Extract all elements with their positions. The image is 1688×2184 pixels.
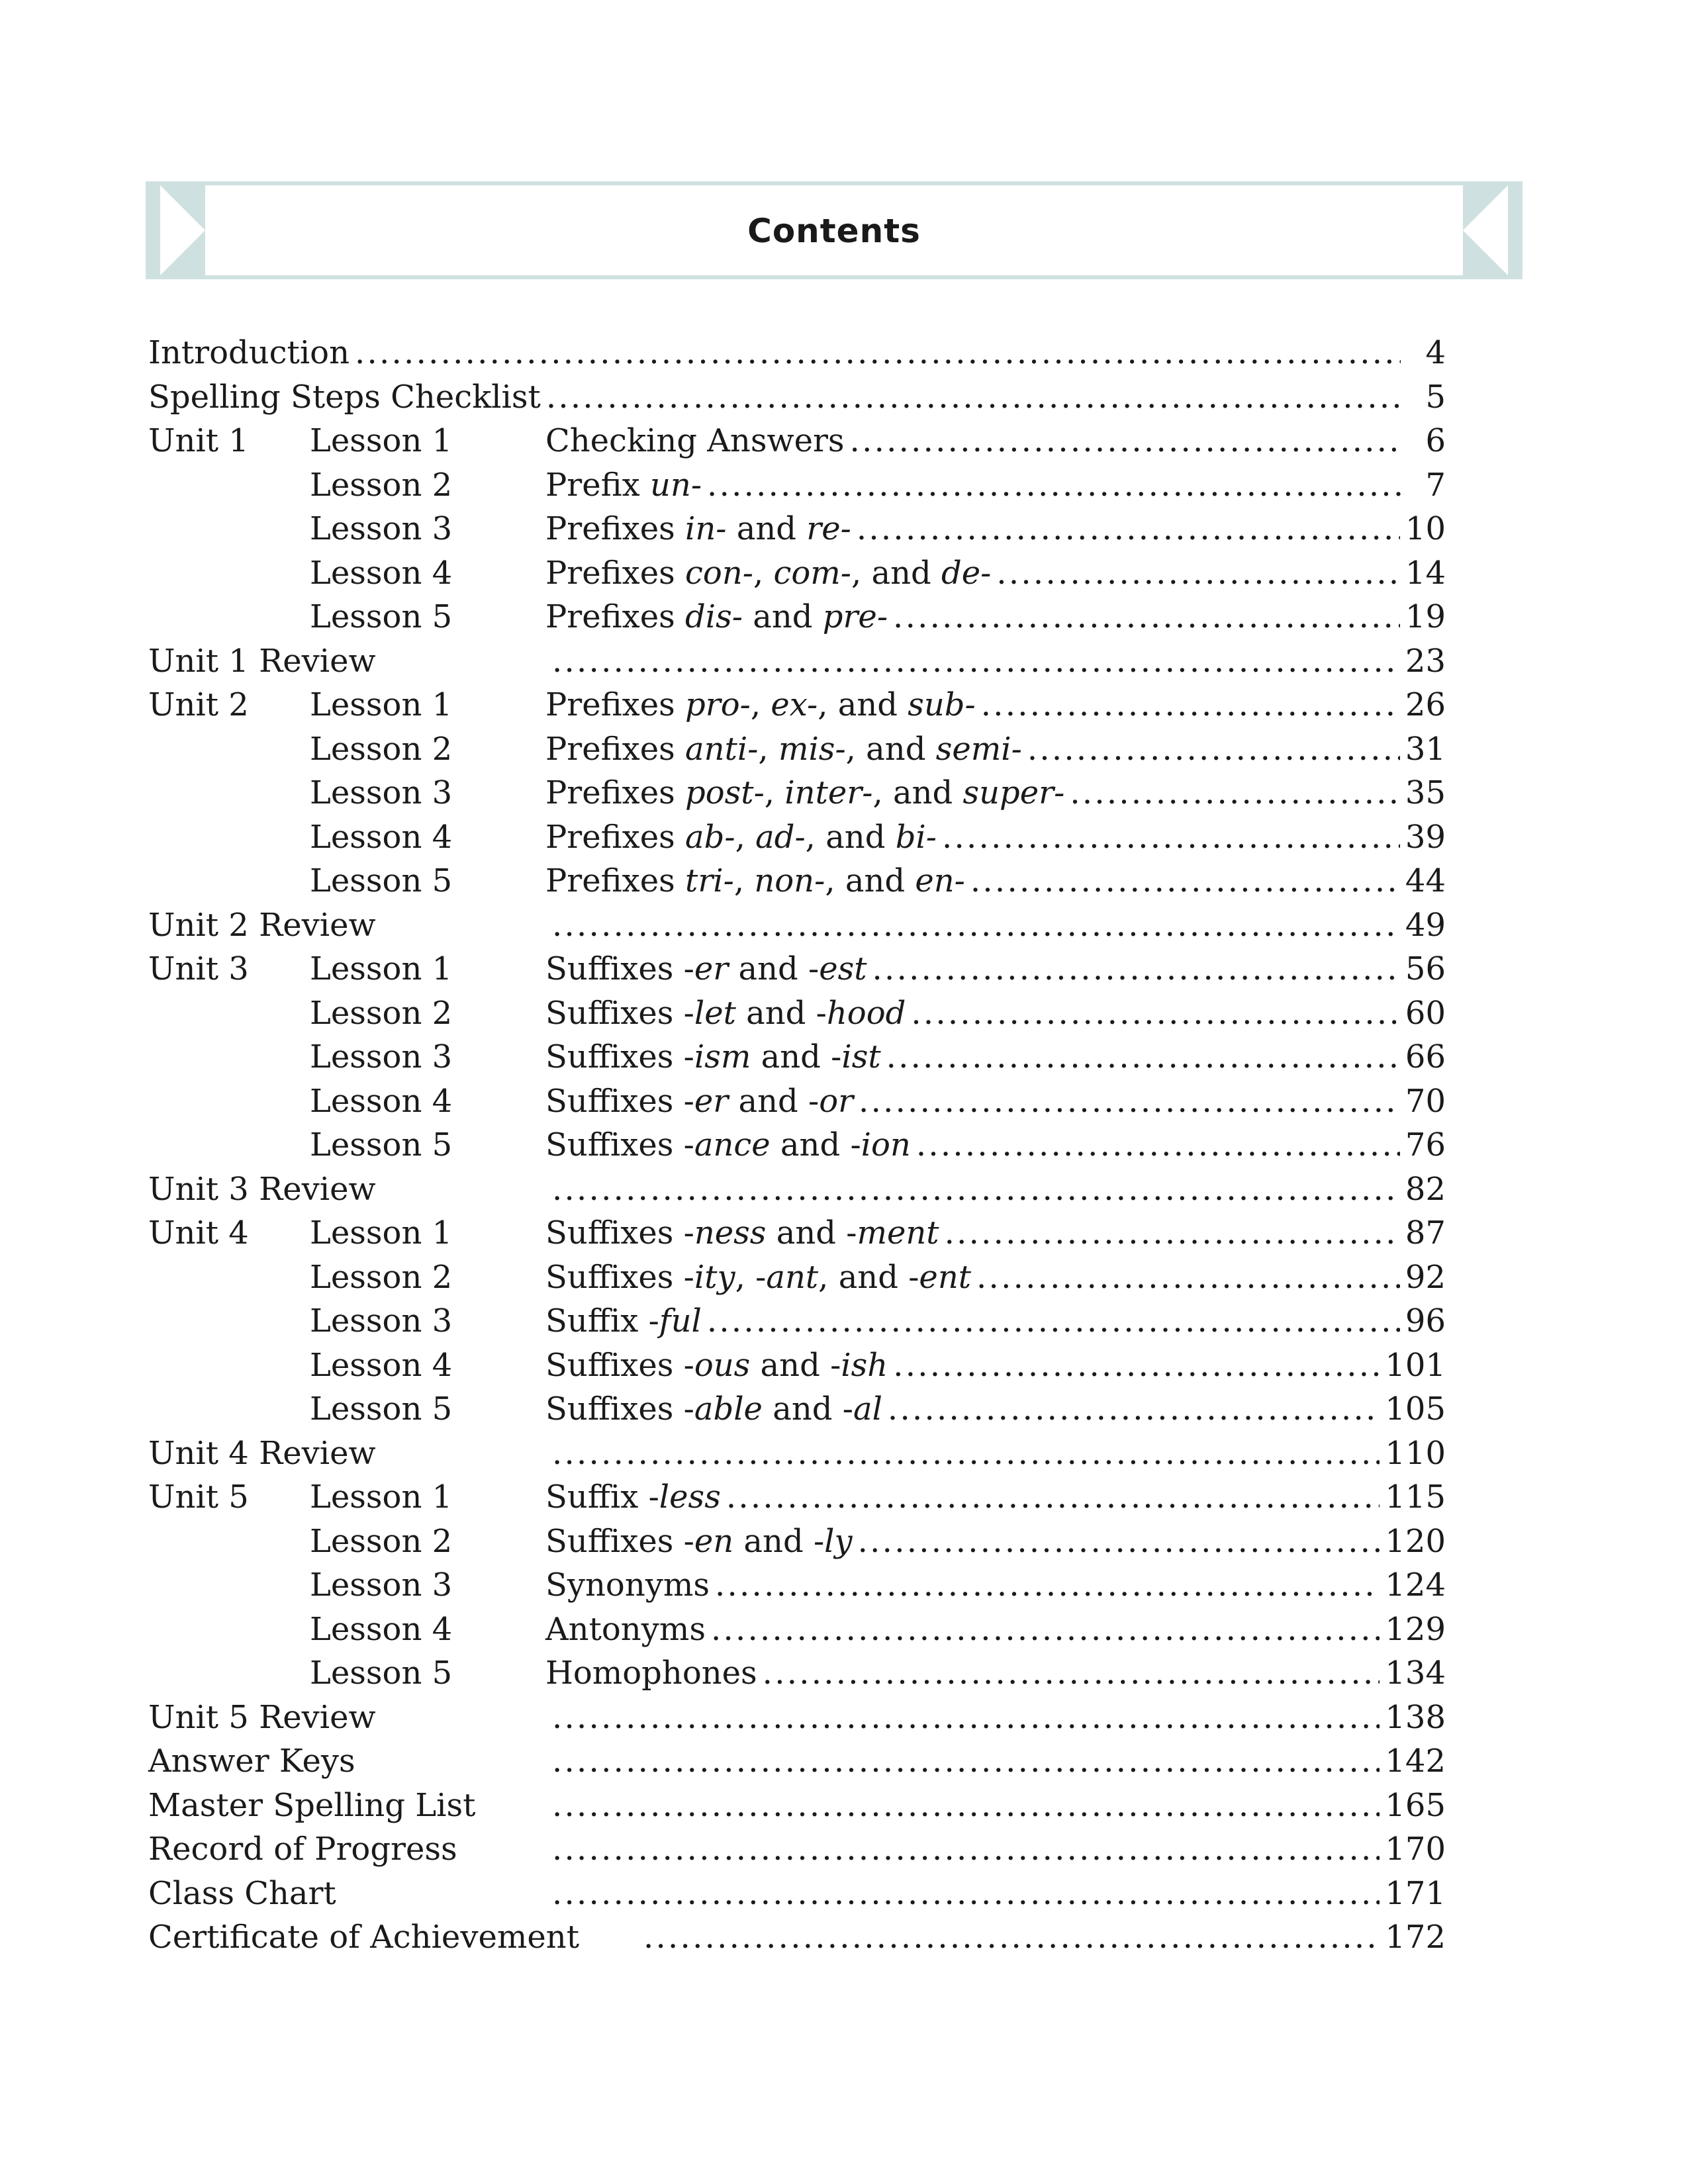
toc-page-number: 35	[1405, 774, 1446, 811]
toc-page-number: 96	[1405, 1302, 1446, 1340]
toc-entry-line	[545, 1520, 1446, 1564]
dot-leader	[552, 639, 1400, 684]
toc-unit-label: Answer Keys	[148, 1743, 355, 1780]
dot-leader	[707, 1299, 1400, 1343]
toc-unit-label: Unit 3	[148, 950, 249, 987]
dot-leader	[552, 1432, 1380, 1476]
toc-entry-line	[545, 1211, 1446, 1255]
toc-entry	[148, 1739, 1446, 1784]
dot-leader	[886, 1035, 1400, 1079]
toc-entry	[148, 1432, 1446, 1476]
toc-entry	[148, 375, 1446, 420]
toc-entry	[148, 1784, 1446, 1828]
toc-entry	[148, 947, 1446, 991]
dot-leader	[711, 1608, 1380, 1652]
toc-page-number: 31	[1405, 730, 1446, 768]
toc-page-number: 101	[1385, 1346, 1446, 1384]
dot-leader	[945, 1211, 1400, 1255]
toc-entry-title: Prefixes tri-, non-, and en-	[545, 862, 965, 899]
toc-unit-label: Unit 4	[148, 1214, 249, 1251]
dot-leader	[942, 815, 1400, 860]
dot-leader	[911, 991, 1400, 1036]
toc-entry	[148, 1079, 1446, 1124]
toc-page-number: 10	[1405, 510, 1446, 547]
toc-lesson-label: Lesson 1	[310, 1479, 453, 1516]
toc-unit-label: Unit 1 Review	[148, 642, 376, 680]
toc-entry	[148, 991, 1446, 1036]
toc-entry	[148, 1167, 1446, 1212]
toc-entry-line	[545, 595, 1446, 639]
toc-page-number: 7	[1425, 466, 1446, 504]
toc-entry	[148, 1211, 1446, 1255]
toc-entry	[148, 1520, 1446, 1564]
toc-entry	[148, 1563, 1446, 1608]
toc-entry-title: Prefixes anti-, mis-, and semi-	[545, 730, 1022, 768]
toc-entry-title: Suffixes -er and -or	[545, 1082, 854, 1120]
toc-lesson-label: Lesson 4	[310, 1610, 453, 1648]
toc-entry	[148, 859, 1446, 903]
toc-page-number: 23	[1405, 642, 1446, 680]
toc-page-number: 172	[1385, 1919, 1446, 1956]
toc-entry-title: Suffixes -ous and -ish	[545, 1346, 888, 1384]
toc-page-number: 142	[1385, 1743, 1446, 1780]
toc-page-number: 14	[1405, 554, 1446, 592]
toc-entry	[148, 1872, 1446, 1916]
dot-leader	[976, 1255, 1400, 1300]
toc-unit-label: Certificate of Achievement	[148, 1919, 579, 1956]
dot-leader	[552, 1696, 1380, 1740]
toc-unit-label: Master Spelling List	[148, 1786, 476, 1824]
toc-entry-line	[545, 1079, 1446, 1124]
dot-leader	[996, 551, 1400, 596]
toc-page-number: 39	[1405, 818, 1446, 856]
dot-leader	[707, 463, 1401, 508]
toc-entry-title: Suffixes -en and -ly	[545, 1522, 853, 1560]
toc-entry	[148, 595, 1446, 639]
dot-leader	[893, 595, 1400, 639]
toc-page-number: 56	[1405, 950, 1446, 987]
toc-entry-line	[545, 1475, 1446, 1520]
toc-entry-line	[545, 1123, 1446, 1167]
toc-entry-line	[148, 331, 1446, 375]
toc-unit-label: Unit 1	[148, 422, 249, 459]
dot-leader	[1070, 771, 1400, 815]
toc-lesson-label: Lesson 2	[310, 730, 453, 768]
toc-entry-line	[545, 1651, 1446, 1696]
toc-page-number: 76	[1405, 1126, 1446, 1163]
toc-entry-title: Suffixes -let and -hood	[545, 994, 906, 1032]
toc-page-number: 129	[1385, 1610, 1446, 1648]
toc-entry	[148, 1343, 1446, 1388]
toc-page-number: 170	[1385, 1831, 1446, 1868]
toc-entry-line	[552, 1739, 1446, 1784]
dot-leader	[643, 1915, 1380, 1960]
dot-leader	[715, 1563, 1380, 1608]
toc-entry	[148, 1255, 1446, 1300]
toc-lesson-label: Lesson 2	[310, 1522, 453, 1560]
toc-entry-title: Suffixes -ity, -ant, and -ent	[545, 1258, 972, 1296]
dot-leader	[546, 375, 1401, 420]
toc-entry	[148, 463, 1446, 508]
toc-entry	[148, 1387, 1446, 1432]
toc-entry	[148, 1915, 1446, 1960]
toc-entry-title: Prefixes ab-, ad-, and bi-	[545, 818, 937, 856]
toc-entry-line	[545, 727, 1446, 772]
toc-lesson-label: Lesson 5	[310, 1126, 453, 1163]
toc-entry-title: Synonyms	[545, 1567, 710, 1604]
toc-entry-line	[545, 991, 1446, 1036]
dot-leader	[850, 419, 1401, 463]
toc-page-number: 66	[1405, 1038, 1446, 1075]
toc-page-number: 6	[1425, 422, 1446, 459]
toc-lesson-label: Lesson 5	[310, 598, 453, 635]
toc-page-number: 171	[1385, 1874, 1446, 1912]
toc-lesson-label: Lesson 2	[310, 994, 453, 1032]
toc-lesson-label: Lesson 5	[310, 1390, 453, 1428]
toc-lesson-label: Lesson 4	[310, 1346, 453, 1384]
toc-page-number: 124	[1385, 1567, 1446, 1604]
page-title: Contents	[747, 212, 921, 250]
toc-lesson-label: Lesson 4	[310, 1082, 453, 1120]
dot-leader	[970, 859, 1400, 903]
toc-page-number: 4	[1425, 334, 1446, 371]
dot-leader	[916, 1123, 1400, 1167]
toc-lesson-label: Lesson 4	[310, 818, 453, 856]
toc-entry-title: Prefixes post-, inter-, and super-	[545, 774, 1065, 811]
dot-leader	[859, 1079, 1400, 1124]
toc-unit-label: Unit 3 Review	[148, 1170, 376, 1208]
dot-leader	[857, 507, 1400, 551]
toc-unit-label: Unit 2	[148, 686, 249, 723]
toc-entry-line	[545, 771, 1446, 815]
toc-page-number: 138	[1385, 1698, 1446, 1736]
dot-leader	[552, 1872, 1380, 1916]
dot-leader	[888, 1387, 1380, 1432]
dot-leader	[893, 1343, 1380, 1388]
toc-entry-line	[545, 1343, 1446, 1388]
toc-entry-title: Suffixes -ness and -ment	[545, 1214, 939, 1251]
toc-entry-line	[552, 903, 1446, 948]
toc-entry-title: Introduction	[148, 334, 350, 371]
toc-page-number: 92	[1405, 1258, 1446, 1296]
toc-entry-line	[552, 1872, 1446, 1916]
toc-entry	[148, 1299, 1446, 1343]
toc-entry-line	[552, 1167, 1446, 1212]
toc-entry	[148, 1651, 1446, 1696]
toc-lesson-label: Lesson 1	[310, 1214, 453, 1251]
dot-leader	[552, 1739, 1380, 1784]
dot-leader	[552, 1784, 1380, 1828]
dot-leader	[858, 1520, 1380, 1564]
toc-entry	[148, 771, 1446, 815]
toc-entry-title: Spelling Steps Checklist	[148, 378, 541, 416]
toc-entry-line	[148, 375, 1446, 420]
toc-entry	[148, 903, 1446, 948]
toc-entry-line	[643, 1915, 1446, 1960]
toc-entry-line	[545, 1255, 1446, 1300]
toc-entry	[148, 551, 1446, 596]
dot-leader	[981, 683, 1400, 727]
toc-page-number: 60	[1405, 994, 1446, 1032]
toc-page-number: 44	[1405, 862, 1446, 899]
toc-page-number: 165	[1385, 1786, 1446, 1824]
toc-entry-title: Prefixes in- and re-	[545, 510, 851, 547]
toc-page-number: 26	[1405, 686, 1446, 723]
toc-lesson-label: Lesson 2	[310, 1258, 453, 1296]
toc-entry	[148, 331, 1446, 375]
toc-entry-line	[545, 1299, 1446, 1343]
toc-entry	[148, 1035, 1446, 1079]
toc-entry-title: Prefixes dis- and pre-	[545, 598, 888, 635]
toc-entry-line	[545, 1563, 1446, 1608]
toc-entry-title: Prefixes con-, com-, and de-	[545, 554, 992, 592]
toc-entry	[148, 1475, 1446, 1520]
toc-lesson-label: Lesson 3	[310, 1567, 453, 1604]
toc-lesson-label: Lesson 1	[310, 686, 453, 723]
toc-lesson-label: Lesson 3	[310, 774, 453, 811]
toc-page-number: 120	[1385, 1522, 1446, 1560]
toc-entry-line	[545, 551, 1446, 596]
dot-leader	[1027, 727, 1400, 772]
toc-page-number: 87	[1405, 1214, 1446, 1251]
toc-entry-line	[552, 1784, 1446, 1828]
dot-leader	[726, 1475, 1380, 1520]
toc-entry	[148, 1827, 1446, 1872]
toc-lesson-label: Lesson 3	[310, 1302, 453, 1340]
toc-entry-title: Prefixes pro-, ex-, and sub-	[545, 686, 976, 723]
toc-page-number: 19	[1405, 598, 1446, 635]
toc-unit-label: Unit 4 Review	[148, 1434, 376, 1472]
toc-page-number: 110	[1385, 1434, 1446, 1472]
toc-entry-line	[545, 683, 1446, 727]
toc-entry-title: Suffixes -er and -est	[545, 950, 867, 987]
toc-entry-title: Checking Answers	[545, 422, 845, 459]
toc-lesson-label: Lesson 1	[310, 950, 453, 987]
toc-entry-title: Suffixes -ism and -ist	[545, 1038, 881, 1075]
toc-unit-label: Unit 5	[148, 1479, 249, 1516]
toc-page-number: 105	[1385, 1390, 1446, 1428]
toc-entry-line	[545, 947, 1446, 991]
toc-entry-line	[545, 419, 1446, 463]
toc-page-number: 82	[1405, 1170, 1446, 1208]
toc-entry-title: Prefix un-	[545, 466, 702, 504]
toc-page-number: 115	[1385, 1479, 1446, 1516]
toc-entry	[148, 1123, 1446, 1167]
toc-unit-label: Unit 2 Review	[148, 906, 376, 944]
toc-entry-line	[545, 859, 1446, 903]
table-of-contents	[148, 331, 1446, 1960]
toc-entry-title: Suffixes -ance and -ion	[545, 1126, 911, 1163]
toc-page-number: 70	[1405, 1082, 1446, 1120]
toc-entry-line	[545, 1035, 1446, 1079]
toc-entry-line	[552, 1432, 1446, 1476]
toc-page-number: 5	[1425, 378, 1446, 416]
toc-lesson-label: Lesson 2	[310, 466, 453, 504]
contents-banner	[146, 181, 1523, 279]
toc-entry-line	[552, 639, 1446, 684]
dot-leader	[763, 1651, 1380, 1696]
dot-leader	[552, 1827, 1380, 1872]
toc-entry-line	[545, 1387, 1446, 1432]
toc-entry-line	[552, 1827, 1446, 1872]
toc-entry-title: Suffix -less	[545, 1479, 721, 1516]
dot-leader	[552, 1167, 1400, 1212]
toc-entry-title: Suffixes -able and -al	[545, 1390, 882, 1428]
toc-unit-label: Unit 5 Review	[148, 1698, 376, 1736]
toc-entry-line	[552, 1696, 1446, 1740]
toc-page-number: 49	[1405, 906, 1446, 944]
toc-page-number: 134	[1385, 1655, 1446, 1692]
toc-lesson-label: Lesson 5	[310, 862, 453, 899]
toc-entry-line	[545, 815, 1446, 860]
toc-unit-label: Record of Progress	[148, 1831, 457, 1868]
toc-entry	[148, 639, 1446, 684]
toc-entry	[148, 1696, 1446, 1740]
toc-entry-line	[545, 463, 1446, 508]
toc-entry-line	[545, 507, 1446, 551]
toc-entry-line	[545, 1608, 1446, 1652]
toc-entry	[148, 1608, 1446, 1652]
dot-leader	[355, 331, 1401, 375]
toc-unit-label: Class Chart	[148, 1874, 336, 1912]
toc-lesson-label: Lesson 3	[310, 1038, 453, 1075]
toc-lesson-label: Lesson 5	[310, 1655, 453, 1692]
toc-entry-title: Antonyms	[545, 1610, 706, 1648]
toc-lesson-label: Lesson 3	[310, 510, 453, 547]
toc-lesson-label: Lesson 4	[310, 554, 453, 592]
toc-entry-title: Homophones	[545, 1655, 757, 1692]
toc-entry	[148, 683, 1446, 727]
toc-entry	[148, 507, 1446, 551]
dot-leader	[872, 947, 1400, 991]
toc-entry	[148, 727, 1446, 772]
toc-entry-title: Suffix -ful	[545, 1302, 702, 1340]
toc-entry	[148, 815, 1446, 860]
toc-entry	[148, 419, 1446, 463]
dot-leader	[552, 903, 1400, 948]
toc-lesson-label: Lesson 1	[310, 422, 453, 459]
